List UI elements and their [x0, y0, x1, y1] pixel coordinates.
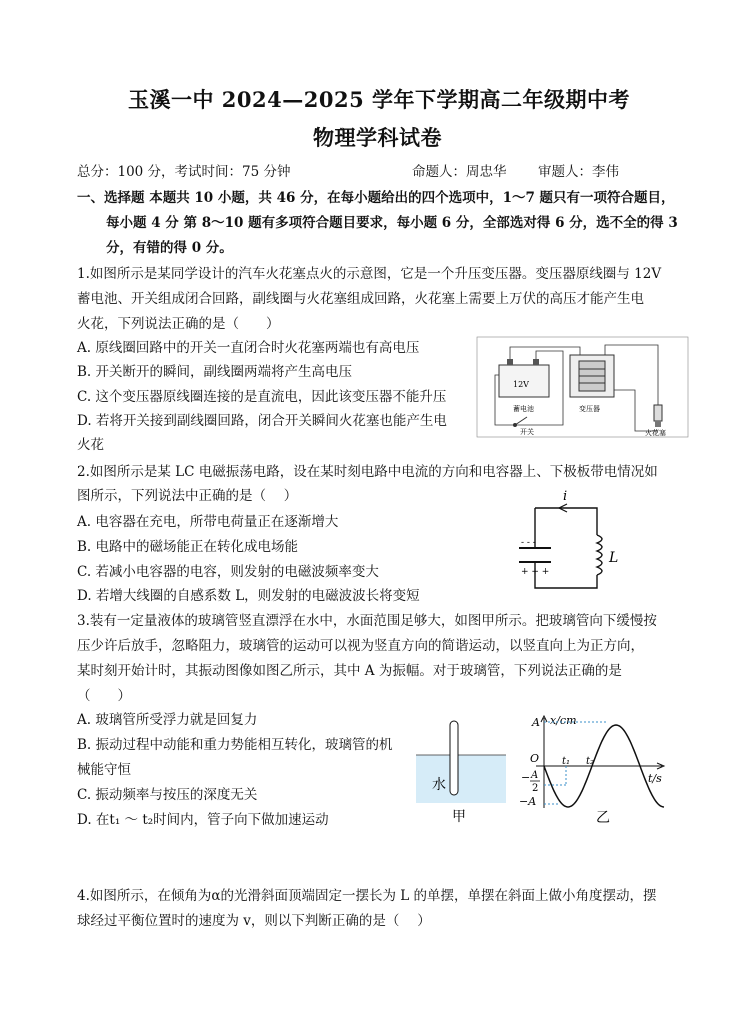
q1-stem-line2: 蓄电池、开关组成闭合回路，副线圈与火花塞组成回路，火花塞上需要上万伏的高压才能产生电 — [77, 291, 644, 307]
inductor-label: L — [609, 550, 619, 566]
figure-yi-caption: 乙 — [596, 810, 610, 826]
exam-total-info: 总分：100 分，考试时间：75 分钟 — [77, 164, 291, 180]
q3-option-c: C. 振动频率与按压的深度无关 — [77, 787, 258, 803]
exam-reviewer: 审题人：李伟 — [538, 164, 619, 180]
water-region — [416, 755, 506, 803]
wire — [614, 390, 658, 431]
q3-vibration-graph — [514, 710, 672, 830]
tick-minus-sign: − — [521, 771, 531, 784]
t1-label: t₁ — [562, 756, 571, 767]
q2-stem-line1: 2.如图所示是某 LC 电磁振荡电路，设在某时刻电路中电流的方向和电容器上、下极板带电情况如 — [77, 464, 658, 480]
q1-option-a: A. 原线圈回路中的开关一直闭合时火花塞两端也有高电压 — [77, 340, 420, 356]
battery-label: 蓄电池 — [513, 405, 534, 413]
q3-option-b-cont: 械能守恒 — [77, 762, 131, 778]
q3-stem-line1: 3.装有一定量液体的玻璃管竖直漂浮在水中，水面范围足够大，如图甲所示。把玻璃管向下缓慢按 — [77, 613, 657, 629]
current-label: i — [563, 490, 568, 504]
glass-tube-icon — [450, 721, 458, 795]
capacitor-top-charge: - - - — [521, 538, 536, 548]
t2-label: t₂ — [586, 756, 595, 767]
q2-option-c: C. 若减小电容器的电容，则发射的电磁波频率变大 — [77, 564, 379, 580]
capacitor-bottom-charge: + + + — [521, 567, 550, 577]
x-axis-label: t/s — [648, 772, 662, 785]
q4-stem-line1: 4.如图所示，在倾角为α的光滑斜面顶端固定一摆长为 L 的单摆，单摆在斜面上做小角度摆动，摆 — [77, 888, 657, 904]
tick-half-den: 2 — [532, 783, 539, 794]
q3-floating-tube-figure — [412, 715, 512, 825]
switch-label: 开关 — [520, 428, 534, 436]
tick-neg-a-label: −A — [519, 795, 537, 808]
lc-circuit-diagram — [505, 490, 625, 600]
q3-option-d: D. 在t₁ ～ t₂时间内，管子向下做加速运动 — [77, 812, 329, 828]
y-axis-label: x/cm — [550, 714, 577, 727]
exam-author: 命题人：周忠华 — [412, 164, 507, 180]
q1-option-d: D. 若将开关接到副线圈回路，闭合开关瞬间火花塞也能产生电 — [77, 413, 447, 429]
q2-option-a: A. 电容器在充电，所带电荷量正在逐渐增大 — [77, 514, 339, 530]
q1-option-d-cont: 火花 — [77, 437, 104, 453]
q2-option-d: D. 若增大线圈的自感系数 L，则发射的电磁波波长将变短 — [77, 588, 420, 604]
q1-option-c: C. 这个变压器原线圈连接的是直流电，因此该变压器不能升压 — [77, 389, 447, 405]
battery-voltage-label: 12V — [513, 380, 529, 389]
q1-stem-line1: 1.如图所示是某同学设计的汽车火花塞点火的示意图，它是一个升压变压器。变压器原线圈与 12V — [77, 266, 662, 282]
q3-stem-line4: （ ） — [77, 688, 131, 704]
q1-option-b: B. 开关断开的瞬间，副线圈两端将产生高电压 — [77, 364, 353, 380]
battery-icon — [499, 359, 549, 397]
switch-icon — [513, 417, 527, 427]
spark-plug-icon — [654, 405, 662, 427]
section1-instructions-line1: 一、选择题 本题共 10 小题，共 46 分，在每小题给出的四个选项中，1～7 题只有一项符合题目， — [77, 190, 675, 206]
q3-option-a: A. 玻璃管所受浮力就是回复力 — [77, 712, 258, 728]
transformer-label: 变压器 — [579, 405, 600, 413]
q3-stem-line3: 某时刻开始计时，其振动图像如图乙所示，其中 A 为振幅。对于玻璃管，下列说法正确的是 — [77, 663, 622, 679]
q2-stem-line2: 图所示，下列说法中正确的是（ ） — [77, 488, 298, 504]
water-label: 水 — [432, 777, 446, 793]
origin-label: O — [530, 752, 540, 765]
tick-half-num: A — [531, 770, 539, 781]
q1-spark-plug-diagram — [475, 335, 690, 440]
q4-stem-line2: 球经过平衡位置时的速度为 v，则以下判断正确的是（ ） — [77, 913, 431, 929]
section1-instructions-line2: 每小题 4 分 第 8～10 题有多项符合题目要求，每小题 6 分，全部选对得 6 分，选不全的得 3 — [106, 215, 678, 231]
transformer-icon — [570, 355, 614, 397]
inductor-coil-icon — [597, 535, 602, 575]
exam-title-line1: 玉溪一中 2024—2025 学年下学期高二年级期中考 — [128, 87, 631, 112]
figure-jia-caption: 甲 — [452, 809, 466, 825]
q3-stem-line2: 压少许后放手，忽略阻力，玻璃管的运动可以视为竖直方向的简谐运动，以竖直向上为正方向， — [77, 638, 644, 654]
section1-instructions-line3: 分，有错的得 0 分。 — [106, 240, 233, 256]
tick-a-label: A — [532, 716, 540, 729]
q3-option-b: B. 振动过程中动能和重力势能相互转化，玻璃管的机 — [77, 737, 393, 753]
spark-plug-label: 火花塞 — [645, 429, 666, 437]
q1-stem-line3: 火花，下列说法正确的是（ ） — [77, 316, 280, 332]
q2-option-b: B. 电路中的磁场能正在转化成电场能 — [77, 539, 299, 555]
exam-title-line2: 物理学科试卷 — [313, 125, 442, 150]
